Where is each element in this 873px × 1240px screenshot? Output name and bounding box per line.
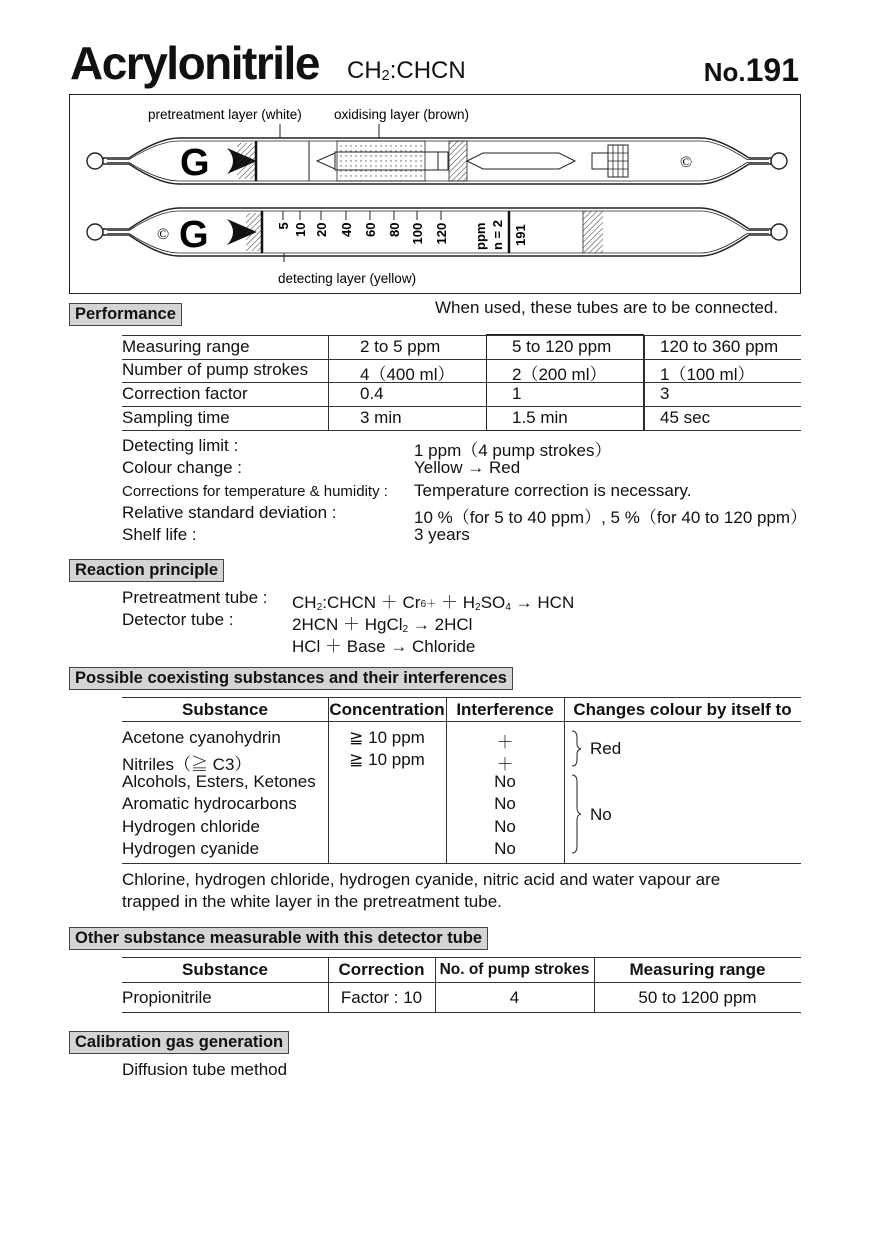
reaction-equation-2: 2HCN ＋ HgCl$_2$ → 2HCl (292, 615, 473, 635)
other-range: 50 to 1200 ppm (638, 988, 757, 1007)
other-substance-name: Propionitrile (122, 988, 212, 1007)
scale-label: 20 (314, 222, 329, 237)
interference-concentration: ≧ 10 ppm (349, 750, 425, 769)
interference-value: No (494, 794, 516, 813)
performance-value: 3 (660, 384, 670, 403)
interference-substance: Aromatic hydrocarbons (122, 794, 297, 813)
group-no: No (590, 805, 612, 824)
scale-label: 100 (410, 222, 425, 245)
detail-value: 1 ppm（4 pump strokes） (414, 441, 612, 460)
reaction-heading: Reaction principle (69, 559, 224, 582)
detail-value: 10 %（for 5 to 40 ppm）, 5 %（for 40 to 120 ppm） (414, 508, 808, 527)
unit-label: ppm (473, 222, 488, 250)
interferences-heading: Possible coexisting substances and their interferences (69, 667, 513, 690)
performance-value: 5 to 120 ppm (512, 337, 612, 356)
detector-tube (87, 208, 787, 262)
interference-substance: Nitriles（≧ C3） (122, 755, 252, 774)
interference-note-2: trapped in the white layer in the pretreatment tube. (122, 892, 502, 911)
detail-value: Yellow → Red (414, 458, 521, 477)
performance-heading: Performance (69, 303, 182, 326)
performance-value: 2 to 5 ppm (360, 337, 441, 356)
detector-tube-label: Detector tube : (122, 610, 234, 629)
other-col-substance: Substance (182, 960, 268, 979)
col-concentration: Concentration (329, 700, 445, 719)
performance-value: 1 (512, 384, 522, 403)
detail-label: Shelf life : (122, 525, 197, 544)
scale-label: 80 (387, 222, 402, 237)
detail-label: Detecting limit : (122, 436, 239, 455)
other-col-correction: Correction (338, 960, 425, 979)
performance-value: 3 min (360, 408, 402, 427)
chemical-formula: $CH_2:CHCN$ (347, 57, 466, 85)
performance-label: Sampling time (122, 408, 230, 427)
oxidising-layer-label: oxidising layer (brown) (334, 107, 470, 122)
tube-illustration (69, 94, 803, 296)
interference-value: No (494, 839, 516, 858)
interference-concentration: ≧ 10 ppm (349, 728, 425, 747)
interference-value: ＋ (496, 733, 514, 752)
detail-value: 3 years (414, 525, 470, 544)
interference-substance: Alcohols, Esters, Ketones (122, 772, 316, 791)
col-interference: Interference (456, 700, 554, 719)
detecting-layer-label: detecting layer (yellow) (278, 271, 417, 286)
interference-substance: Hydrogen cyanide (122, 839, 260, 858)
g-logo-icon: G (179, 214, 209, 256)
scale-label: 40 (339, 222, 354, 237)
pretreatment-layer-label: pretreatment layer (white) (148, 107, 302, 122)
scale-label: 10 (293, 222, 308, 237)
performance-value: 120 to 360 ppm (660, 337, 779, 356)
performance-value: 45 sec (660, 408, 711, 427)
other-correction: Factor : 10 (340, 988, 423, 1007)
interference-note-1: Chlorine, hydrogen chloride, hydrogen cyanide, nitric acid and water vapour are (122, 870, 721, 889)
performance-value: 4（400 ml） (360, 365, 455, 384)
tube-number: No.191 (703, 52, 799, 88)
interference-value: ＋ (496, 755, 514, 774)
tube-number-label: 191 (513, 224, 528, 246)
detail-label: Corrections for temperature & humidity : (122, 483, 388, 500)
reaction-equation-1: $CH_2:CHCN + Cr^{6+} + H_2SO_4$ → HCN (292, 593, 575, 613)
performance-value: 2（200 ml） (512, 365, 607, 384)
performance-value: 1.5 min (512, 408, 568, 427)
performance-label: Correction factor (122, 384, 248, 403)
pretreatment-tube (87, 138, 787, 184)
other-col-strokes: No. of pump strokes (439, 961, 590, 978)
other-strokes: 4 (509, 988, 520, 1007)
detail-label: Colour change : (122, 458, 243, 477)
pretreatment-tube-label: Pretreatment tube : (122, 588, 268, 607)
page-title: Acrylonitrile (70, 37, 319, 89)
copyright-icon: © (157, 226, 170, 243)
other-substance-heading: Other substance measurable with this detector tube (69, 927, 488, 950)
performance-value: 1（100 ml） (660, 365, 755, 384)
connected-note: When used, these tubes are to be connected. (435, 298, 779, 317)
interference-substance: Hydrogen chloride (122, 817, 260, 836)
strokes-label: n = 2 (490, 220, 505, 250)
performance-label: Measuring range (122, 337, 250, 356)
reaction-equation-3: HCl ＋ Base → Chloride (292, 637, 476, 656)
performance-label: Number of pump strokes (122, 360, 309, 379)
interference-substance: Acetone cyanohydrin (122, 728, 281, 747)
group-red: Red (590, 739, 622, 758)
copyright-icon: © (680, 154, 693, 171)
interference-value: No (494, 817, 516, 836)
calibration-heading: Calibration gas generation (69, 1031, 289, 1054)
interference-value: No (494, 772, 516, 791)
col-substance: Substance (182, 700, 268, 719)
performance-value: 0.4 (360, 384, 384, 403)
brace-icon (568, 728, 588, 858)
col-changes-colour: Changes colour by itself to (573, 700, 792, 719)
detail-label: Relative standard deviation : (122, 503, 337, 522)
detail-value: Temperature correction is necessary. (414, 481, 692, 500)
other-col-range: Measuring range (629, 960, 766, 979)
scale-label: 5 (276, 222, 291, 230)
g-logo-icon: G (180, 142, 210, 184)
scale-label: 120 (434, 222, 449, 245)
scale-label: 60 (363, 222, 378, 237)
calibration-method: Diffusion tube method (122, 1060, 288, 1079)
